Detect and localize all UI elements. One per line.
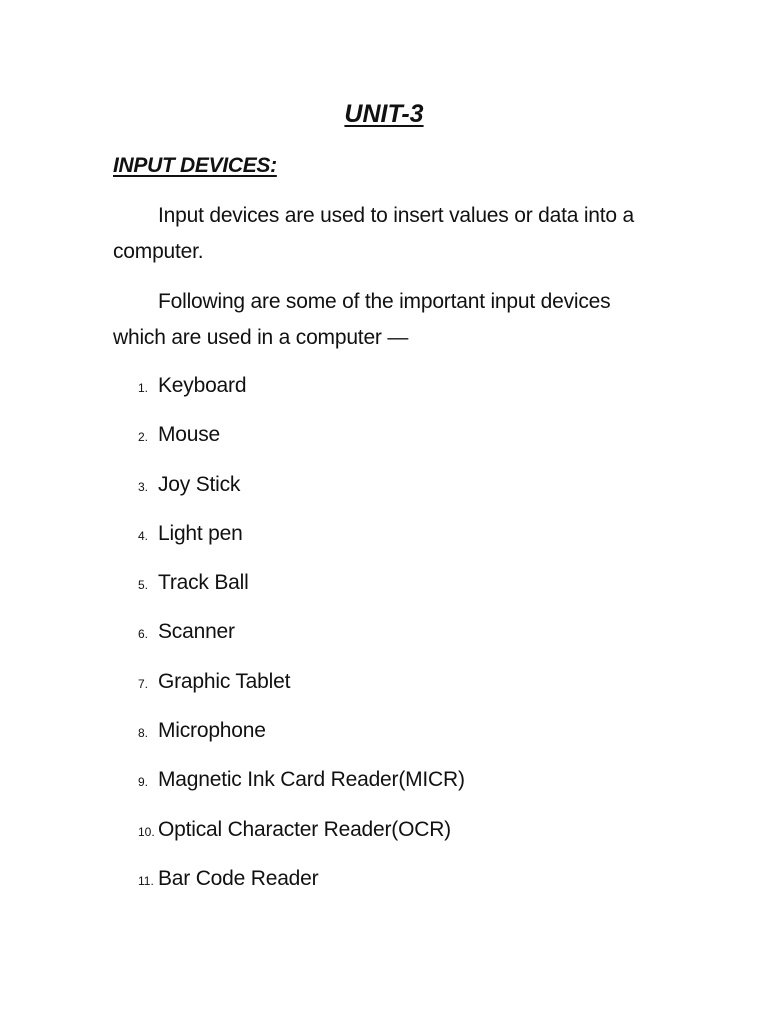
- list-item: [113, 614, 465, 663]
- section-heading: INPUT DEVICES:: [113, 154, 277, 177]
- list-item-number: 4.: [138, 528, 149, 543]
- intro-paragraph: [113, 198, 653, 270]
- list-item-label: Keyboard: [158, 374, 247, 397]
- list-item: [113, 467, 465, 516]
- list-item: [113, 861, 465, 910]
- list-item: [113, 713, 465, 762]
- intro-paragraph-text: Input devices are used to insert values or data into a computer.: [113, 204, 634, 263]
- list-item-number: 7.: [138, 676, 149, 691]
- list-item: [113, 368, 465, 417]
- list-item: [113, 812, 465, 861]
- list-item-number: 2.: [138, 430, 149, 445]
- page-title: UNIT-3: [344, 100, 424, 128]
- list-item-label: Scanner: [158, 620, 235, 644]
- list-item-label: Magnetic Ink Card Reader(MICR): [158, 768, 465, 792]
- list-item: [113, 417, 465, 466]
- list-intro-paragraph: [113, 284, 653, 356]
- list-item-number: 11.: [138, 873, 154, 888]
- list-item: [113, 516, 465, 565]
- list-item-number: 1.: [138, 381, 149, 395]
- list-item: [113, 565, 465, 614]
- list-item: [113, 762, 465, 811]
- list-item-label: Optical Character Reader(OCR): [158, 817, 451, 841]
- list-item-label: Light pen: [158, 521, 243, 545]
- list-item-label: Bar Code Reader: [158, 866, 319, 890]
- list-item-label: Track Ball: [158, 571, 249, 595]
- list-item-number: 5.: [138, 578, 149, 593]
- list-item-number: 8.: [138, 726, 149, 741]
- list-item-label: Microphone: [158, 719, 266, 743]
- list-item: [113, 664, 465, 713]
- list-item-label: Graphic Tablet: [158, 669, 291, 693]
- list-item-label: Joy Stick: [158, 472, 241, 496]
- list-item-number: 6.: [138, 627, 149, 642]
- list-intro-paragraph-text: Following are some of the important input devices which are used in a computer —: [113, 290, 611, 349]
- list-item-number: 10.: [138, 824, 155, 839]
- list-item-label: Mouse: [158, 423, 221, 447]
- input-devices-list: [113, 368, 465, 910]
- list-item-number: 9.: [138, 775, 149, 790]
- list-item-number: 3.: [138, 479, 149, 494]
